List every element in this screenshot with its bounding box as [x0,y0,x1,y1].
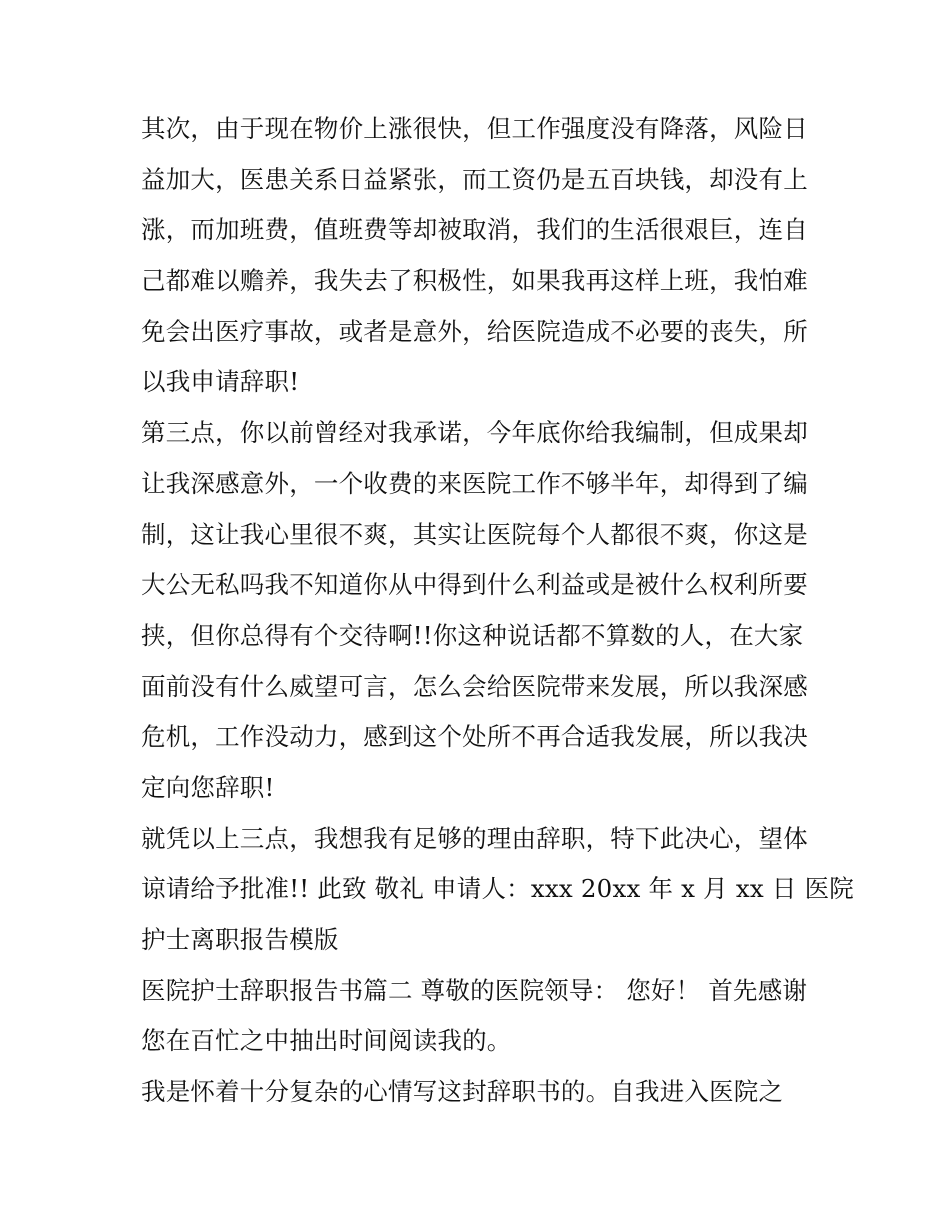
paragraph-reasons-2 [141,104,821,408]
text-line: 以我申请辞职! [141,367,300,397]
paragraph-letter-two-body [141,1067,821,1118]
text-line: 我是怀着十分复杂的心情写这封辞职书的。自我进入医院之 [141,1077,784,1107]
document-body [141,104,854,1118]
text-line: 您在百忙之中抽出时间阅读我的。 [141,1026,512,1056]
text-line: 第三点，你以前曾经对我承诺，今年底你给我编制，但成果却 [141,418,808,448]
text-line: 挟，但你总得有个交待啊!!你这种说话都不算数的人，在大家 [141,620,804,650]
text-line: 面前没有什么威望可言，怎么会给医院带来发展，所以我深感 [141,671,808,701]
paragraph-letter-two-heading [141,966,821,1067]
text-line: 大公无私吗我不知道你从中得到什么利益或是被什么权利所要 [141,570,808,600]
paragraph-closing [141,814,854,966]
text-line: 让我深感意外，一个收费的来医院工作不够半年，却得到了编 [141,468,808,498]
text-line: 己都难以赡养，我失去了积极性，如果我再这样上班，我怕难 [141,266,808,296]
text-line: 益加大，医患关系日益紧张，而工资仍是五百块钱，却没有上 [141,164,808,194]
text-line: 就凭以上三点，我想我有足够的理由辞职，特下此决心，望体 [141,823,808,853]
text-line: 护士离职报告模版 [141,925,339,954]
text-line: 制，这让我心里很不爽，其实让医院每个人都很不爽，你这是 [141,519,808,549]
text-line: 谅请给予批准!! 此致 敬礼 申请人：xxx 20xx 年 x 月 xx 日 医院 [141,874,854,904]
text-line: 免会出医疗事故，或者是意外，给医院造成不必要的丧失，所 [141,316,808,346]
text-line: 医院护士辞职报告书篇二 尊敬的医院领导： 您好！ 首先感谢 [141,975,808,1005]
text-line: 定向您辞职! [141,772,275,802]
text-line: 危机，工作没动力，感到这个处所不再合适我发展，所以我决 [141,722,808,752]
text-line: 涨，而加班费，值班费等却被取消，我们的生活很艰巨，连自 [141,215,808,245]
text-line: 其次，由于现在物价上涨很快，但工作强度没有降落，风险日 [141,114,808,143]
paragraph-reasons-3 [141,408,821,814]
